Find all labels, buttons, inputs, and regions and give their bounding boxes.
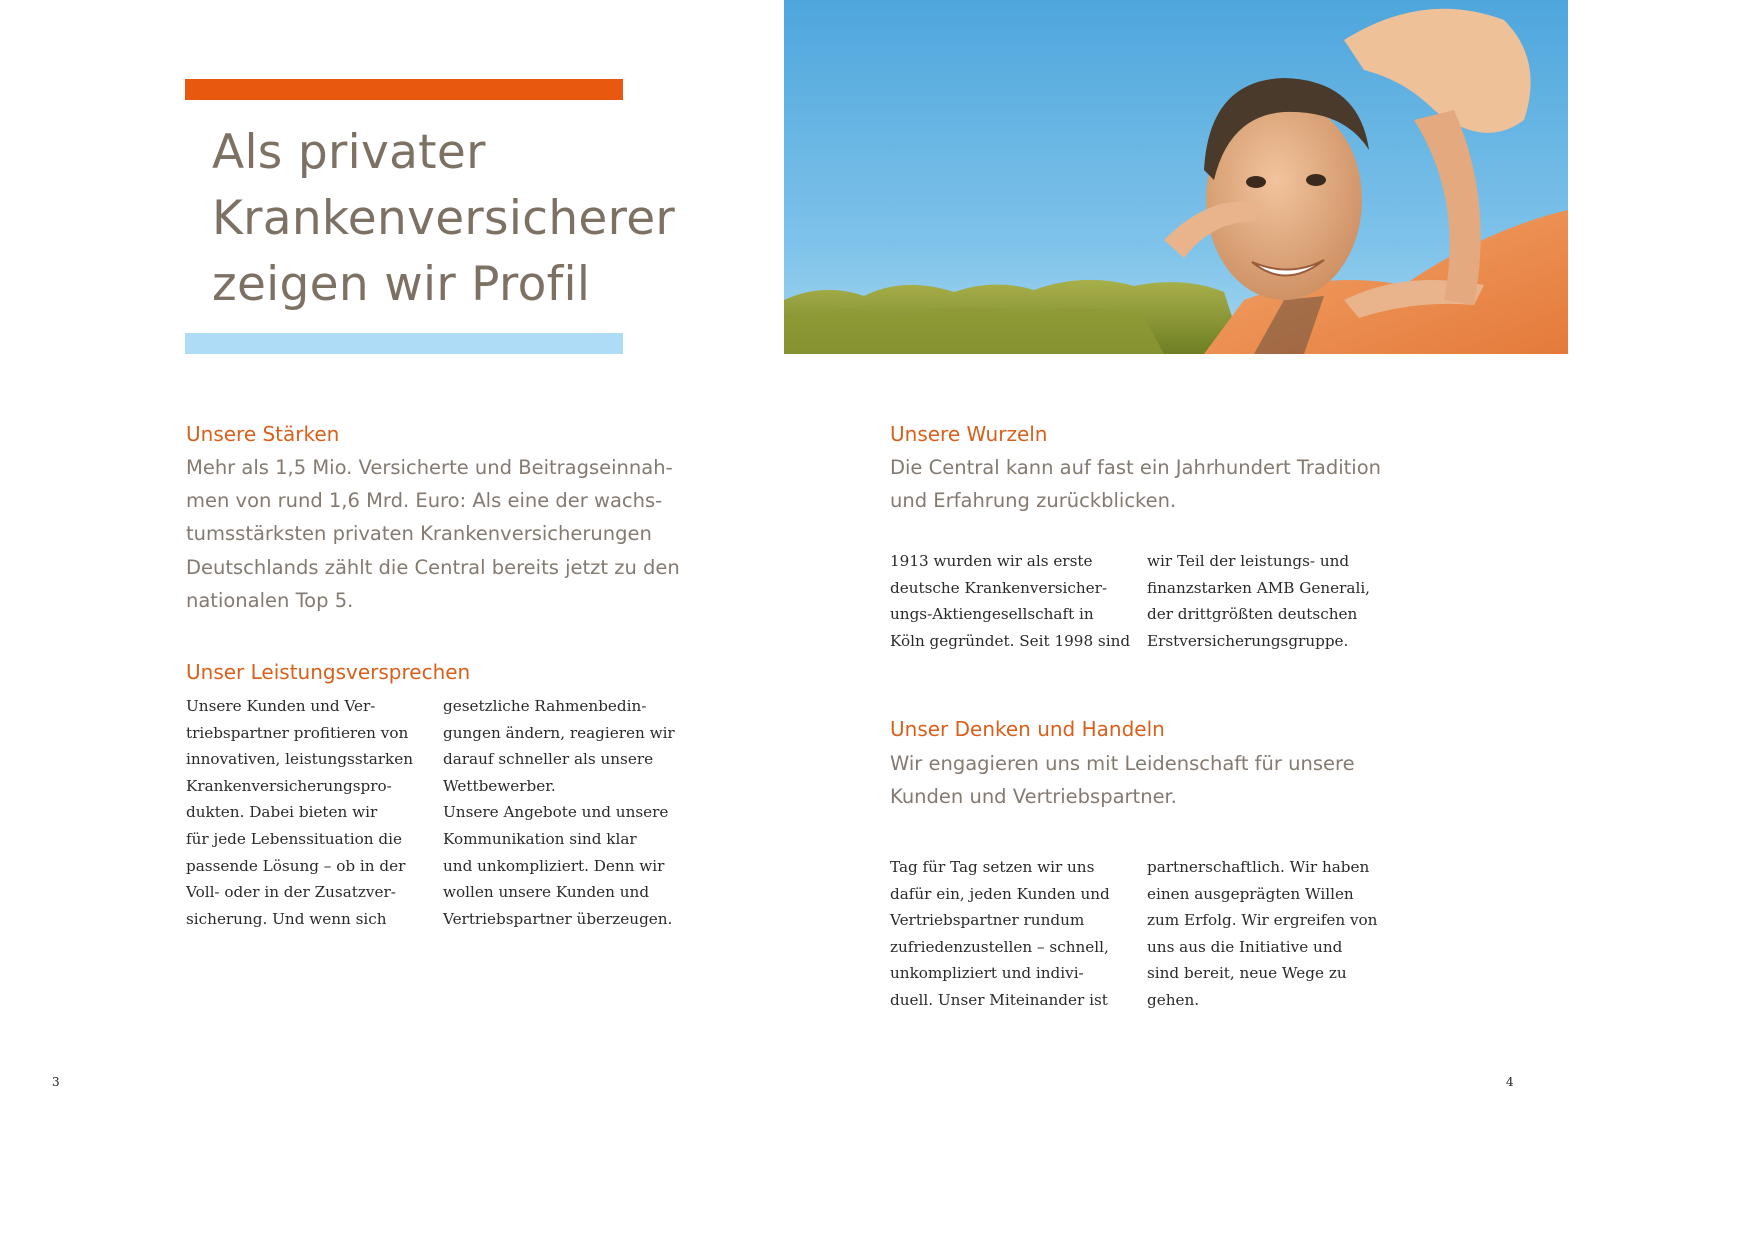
lead-paragraph-denken [890, 747, 1355, 813]
lead-paragraph-staerken [186, 451, 680, 617]
body-line: deutsche Krankenversicher- [890, 578, 1108, 597]
body-column-wurzeln-1 [890, 548, 1130, 654]
body-line: uns aus die Initiative und [1147, 937, 1343, 956]
blue-accent-bar [185, 333, 623, 354]
body-line: zufriedenzustellen – schnell, [890, 937, 1109, 956]
orange-accent-bar [185, 79, 623, 100]
body-line: dukten. Dabei bieten wir [186, 803, 378, 822]
photo-illustration [784, 0, 1568, 354]
page-number-right: 4 [1506, 1075, 1514, 1089]
title-line: Krankenversicherer [212, 191, 676, 246]
body-line: für jede Lebenssituation die [186, 829, 402, 848]
body-line: Voll- oder in der Zusatzver- [186, 883, 396, 902]
lead-line: Kunden und Vertriebspartner. [890, 785, 1177, 809]
body-line: wollen unsere Kunden und [443, 883, 650, 902]
lead-line: men von rund 1,6 Mrd. Euro: Als eine der wachs- [186, 489, 663, 513]
body-line: unkompliziert und indivi- [890, 964, 1084, 983]
section-heading-denken: Unser Denken und Handeln [890, 717, 1165, 741]
body-line: darauf schneller als unsere [443, 750, 654, 769]
body-line: Erstversicherungsgruppe. [1147, 631, 1349, 650]
body-line: gungen ändern, reagieren wir [443, 723, 675, 742]
body-line: dafür ein, jeden Kunden und [890, 884, 1110, 903]
body-line: triebspartner profitieren von [186, 723, 409, 742]
body-column-denken-1 [890, 854, 1110, 1014]
body-line: Kommunikation sind klar [443, 829, 637, 848]
body-line: 1913 wurden wir als erste [890, 552, 1093, 570]
body-line: Köln gegründet. Seit 1998 sind [890, 631, 1131, 650]
body-line: passende Lösung – ob in der [186, 856, 406, 875]
section-heading-wurzeln: Unsere Wurzeln [890, 422, 1048, 446]
body-line: sicherung. Und wenn sich [186, 909, 387, 928]
body-line: duell. Unser Miteinander ist [890, 990, 1108, 1009]
lead-line: Deutschlands zählt die Central bereits jetzt zu den [186, 555, 680, 579]
body-line: Unsere Angebote und unsere [443, 803, 669, 822]
section-heading-staerken: Unsere Stärken [186, 422, 340, 446]
smiling-man-photo [784, 0, 1568, 354]
body-line: einen ausgeprägten Willen [1147, 884, 1354, 903]
body-line: Wettbewerber. [443, 776, 556, 795]
body-column-leistung-1 [186, 693, 413, 932]
lead-line: nationalen Top 5. [186, 588, 354, 612]
lead-paragraph-wurzeln [890, 451, 1381, 517]
lead-line: Mehr als 1,5 Mio. Versicherte und Beitragseinnah- [186, 456, 673, 479]
body-line: Unsere Kunden und Ver- [186, 697, 376, 715]
body-line: wir Teil der leistungs- und [1147, 552, 1350, 570]
body-column-denken-2 [1147, 854, 1377, 1014]
lead-line: tumsstärksten privaten Krankenversicherungen [186, 522, 652, 546]
body-line: Tag für Tag setzen wir uns [890, 858, 1095, 876]
lead-line: Wir engagieren uns mit Leidenschaft für unsere [890, 752, 1355, 775]
title-line: Als privater [212, 125, 486, 180]
page-number-left: 3 [52, 1075, 60, 1089]
body-line: sind bereit, neue Wege zu [1147, 964, 1347, 983]
body-line: partnerschaftlich. Wir haben [1147, 858, 1370, 876]
body-line: Krankenversicherungspro- [186, 776, 392, 795]
body-line: der drittgrößten deutschen [1147, 605, 1358, 624]
title-line: zeigen wir Profil [212, 257, 591, 312]
body-line: ungs-Aktiengesellschaft in [890, 605, 1094, 624]
body-line: Vertriebspartner rundum [890, 911, 1085, 930]
lead-line: Die Central kann auf fast ein Jahrhundert Tradition [890, 456, 1382, 479]
body-line: gesetzliche Rahmenbedin- [443, 697, 647, 715]
body-column-wurzeln-2 [1147, 548, 1370, 654]
lead-line: und Erfahrung zurückblicken. [890, 489, 1177, 513]
body-line: Vertriebspartner überzeugen. [443, 909, 673, 928]
body-line: zum Erfolg. Wir ergreifen von [1147, 911, 1378, 930]
body-line: und unkompliziert. Denn wir [443, 856, 665, 875]
body-column-leistung-2 [443, 693, 675, 932]
page-title [212, 120, 676, 318]
body-line: innovativen, leistungsstarken [186, 750, 414, 769]
body-line: finanzstarken AMB Generali, [1147, 578, 1371, 597]
body-line: gehen. [1147, 990, 1200, 1009]
section-heading-leistung: Unser Leistungsversprechen [186, 660, 471, 684]
